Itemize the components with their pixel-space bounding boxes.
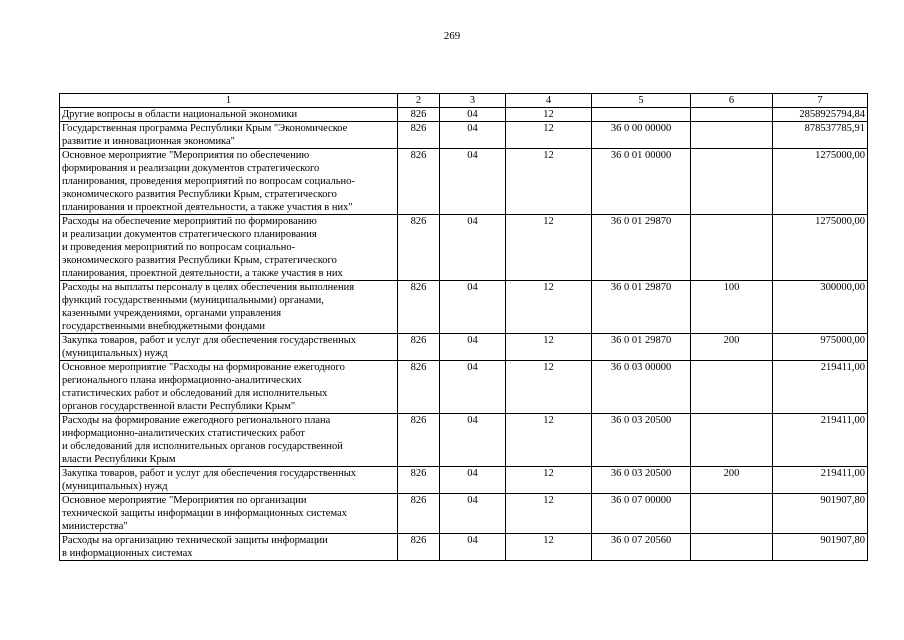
row-col-3: 04 — [440, 215, 506, 281]
row-col-6 — [691, 534, 773, 561]
row-col-2: 826 — [398, 122, 440, 149]
row-col-2: 826 — [398, 467, 440, 494]
row-name: Расходы на выплаты персоналу в целях обеспечения выполнения функций государственными (муниципальными) органами, казенными учреждениями, органами управления государственными внебюджетными фондами — [60, 281, 398, 334]
row-amount: 901907,80 — [773, 494, 868, 534]
row-amount: 1275000,00 — [773, 215, 868, 281]
row-name: Закупка товаров, работ и услуг для обеспечения государственных (муниципальных) нужд — [60, 334, 398, 361]
column-number-2: 2 — [398, 94, 440, 108]
table-row — [60, 108, 868, 122]
table-header-row — [60, 94, 868, 108]
row-amount: 2858925794,84 — [773, 108, 868, 122]
row-col-5: 36 0 03 20500 — [592, 467, 691, 494]
table-row — [60, 149, 868, 215]
row-col-4: 12 — [506, 149, 592, 215]
row-col-6 — [691, 149, 773, 215]
row-name: Государственная программа Республики Крым "Экономическое развитие и инновационная экономика" — [60, 122, 398, 149]
row-col-5: 36 0 01 00000 — [592, 149, 691, 215]
table-row — [60, 334, 868, 361]
row-col-6 — [691, 494, 773, 534]
row-col-4: 12 — [506, 494, 592, 534]
table-row — [60, 534, 868, 561]
row-amount: 300000,00 — [773, 281, 868, 334]
row-amount: 1275000,00 — [773, 149, 868, 215]
row-col-6 — [691, 108, 773, 122]
row-col-5: 36 0 03 20500 — [592, 414, 691, 467]
table-row — [60, 281, 868, 334]
page-number: 269 — [443, 30, 461, 42]
row-col-3: 04 — [440, 122, 506, 149]
row-amount: 219411,00 — [773, 361, 868, 414]
row-name: Основное мероприятие "Мероприятия по обеспечению формирования и реализации документов стратегического планирования, проведения мероприятий по вопросам социально- экономического развития Республики Крым, стратегического планирования и проектной деятельности, а также участия в них" — [60, 149, 398, 215]
row-name: Другие вопросы в области национальной экономики — [60, 108, 398, 122]
row-col-2: 826 — [398, 281, 440, 334]
row-col-6: 200 — [691, 467, 773, 494]
row-col-5: 36 0 03 00000 — [592, 361, 691, 414]
row-name: Расходы на обеспечение мероприятий по формированию и реализации документов стратегического планирования и проведения мероприятий по вопросам социально- экономического развития Республики Крым, стратегического планирования, проектной деятельности, а также участия в них — [60, 215, 398, 281]
row-col-4: 12 — [506, 414, 592, 467]
row-col-2: 826 — [398, 108, 440, 122]
row-col-6 — [691, 414, 773, 467]
row-col-5 — [592, 108, 691, 122]
row-col-4: 12 — [506, 334, 592, 361]
row-col-2: 826 — [398, 494, 440, 534]
row-col-2: 826 — [398, 414, 440, 467]
row-name: Основное мероприятие "Расходы на формирование ежегодного регионального плана информационно-аналитических статистических работ и обследований для исполнительных органов государственной власти Республики Крым" — [60, 361, 398, 414]
row-name: Расходы на организацию технической защиты информации в информационных системах — [60, 534, 398, 561]
table-row — [60, 361, 868, 414]
row-col-4: 12 — [506, 281, 592, 334]
row-col-4: 12 — [506, 467, 592, 494]
row-col-6 — [691, 215, 773, 281]
row-col-5: 36 0 07 20560 — [592, 534, 691, 561]
table-row — [60, 494, 868, 534]
row-name: Расходы на формирование ежегодного регионального плана информационно-аналитических статистических работ и обследований для исполнительных органов государственной власти Республики Крым — [60, 414, 398, 467]
column-number-6: 6 — [691, 94, 773, 108]
row-col-2: 826 — [398, 215, 440, 281]
row-col-2: 826 — [398, 361, 440, 414]
row-col-3: 04 — [440, 361, 506, 414]
row-col-5: 36 0 01 29870 — [592, 334, 691, 361]
row-amount: 219411,00 — [773, 467, 868, 494]
table-row — [60, 414, 868, 467]
table-row — [60, 215, 868, 281]
row-col-4: 12 — [506, 215, 592, 281]
row-col-3: 04 — [440, 494, 506, 534]
row-name: Основное мероприятие "Мероприятия по организации технической защиты информации в информационных системах министерства" — [60, 494, 398, 534]
column-number-7: 7 — [773, 94, 868, 108]
row-col-3: 04 — [440, 281, 506, 334]
row-col-5: 36 0 07 00000 — [592, 494, 691, 534]
row-col-3: 04 — [440, 149, 506, 215]
row-col-3: 04 — [440, 334, 506, 361]
row-col-3: 04 — [440, 534, 506, 561]
column-number-4: 4 — [506, 94, 592, 108]
row-col-6 — [691, 122, 773, 149]
row-col-3: 04 — [440, 467, 506, 494]
row-name: Закупка товаров, работ и услуг для обеспечения государственных (муниципальных) нужд — [60, 467, 398, 494]
row-amount: 878537785,91 — [773, 122, 868, 149]
table-row — [60, 467, 868, 494]
row-col-2: 826 — [398, 149, 440, 215]
column-number-5: 5 — [592, 94, 691, 108]
row-col-2: 826 — [398, 534, 440, 561]
table-row — [60, 122, 868, 149]
row-amount: 219411,00 — [773, 414, 868, 467]
row-col-3: 04 — [440, 414, 506, 467]
row-col-5: 36 0 00 00000 — [592, 122, 691, 149]
budget-table — [59, 93, 868, 561]
row-col-4: 12 — [506, 108, 592, 122]
row-amount: 901907,80 — [773, 534, 868, 561]
row-col-4: 12 — [506, 361, 592, 414]
column-number-3: 3 — [440, 94, 506, 108]
row-col-6: 100 — [691, 281, 773, 334]
column-number-1: 1 — [60, 94, 398, 108]
row-col-6 — [691, 361, 773, 414]
row-col-4: 12 — [506, 122, 592, 149]
row-col-2: 826 — [398, 334, 440, 361]
row-col-5: 36 0 01 29870 — [592, 215, 691, 281]
row-col-6: 200 — [691, 334, 773, 361]
row-col-5: 36 0 01 29870 — [592, 281, 691, 334]
row-col-4: 12 — [506, 534, 592, 561]
budget-table-body — [60, 94, 868, 561]
row-amount: 975000,00 — [773, 334, 868, 361]
row-col-3: 04 — [440, 108, 506, 122]
